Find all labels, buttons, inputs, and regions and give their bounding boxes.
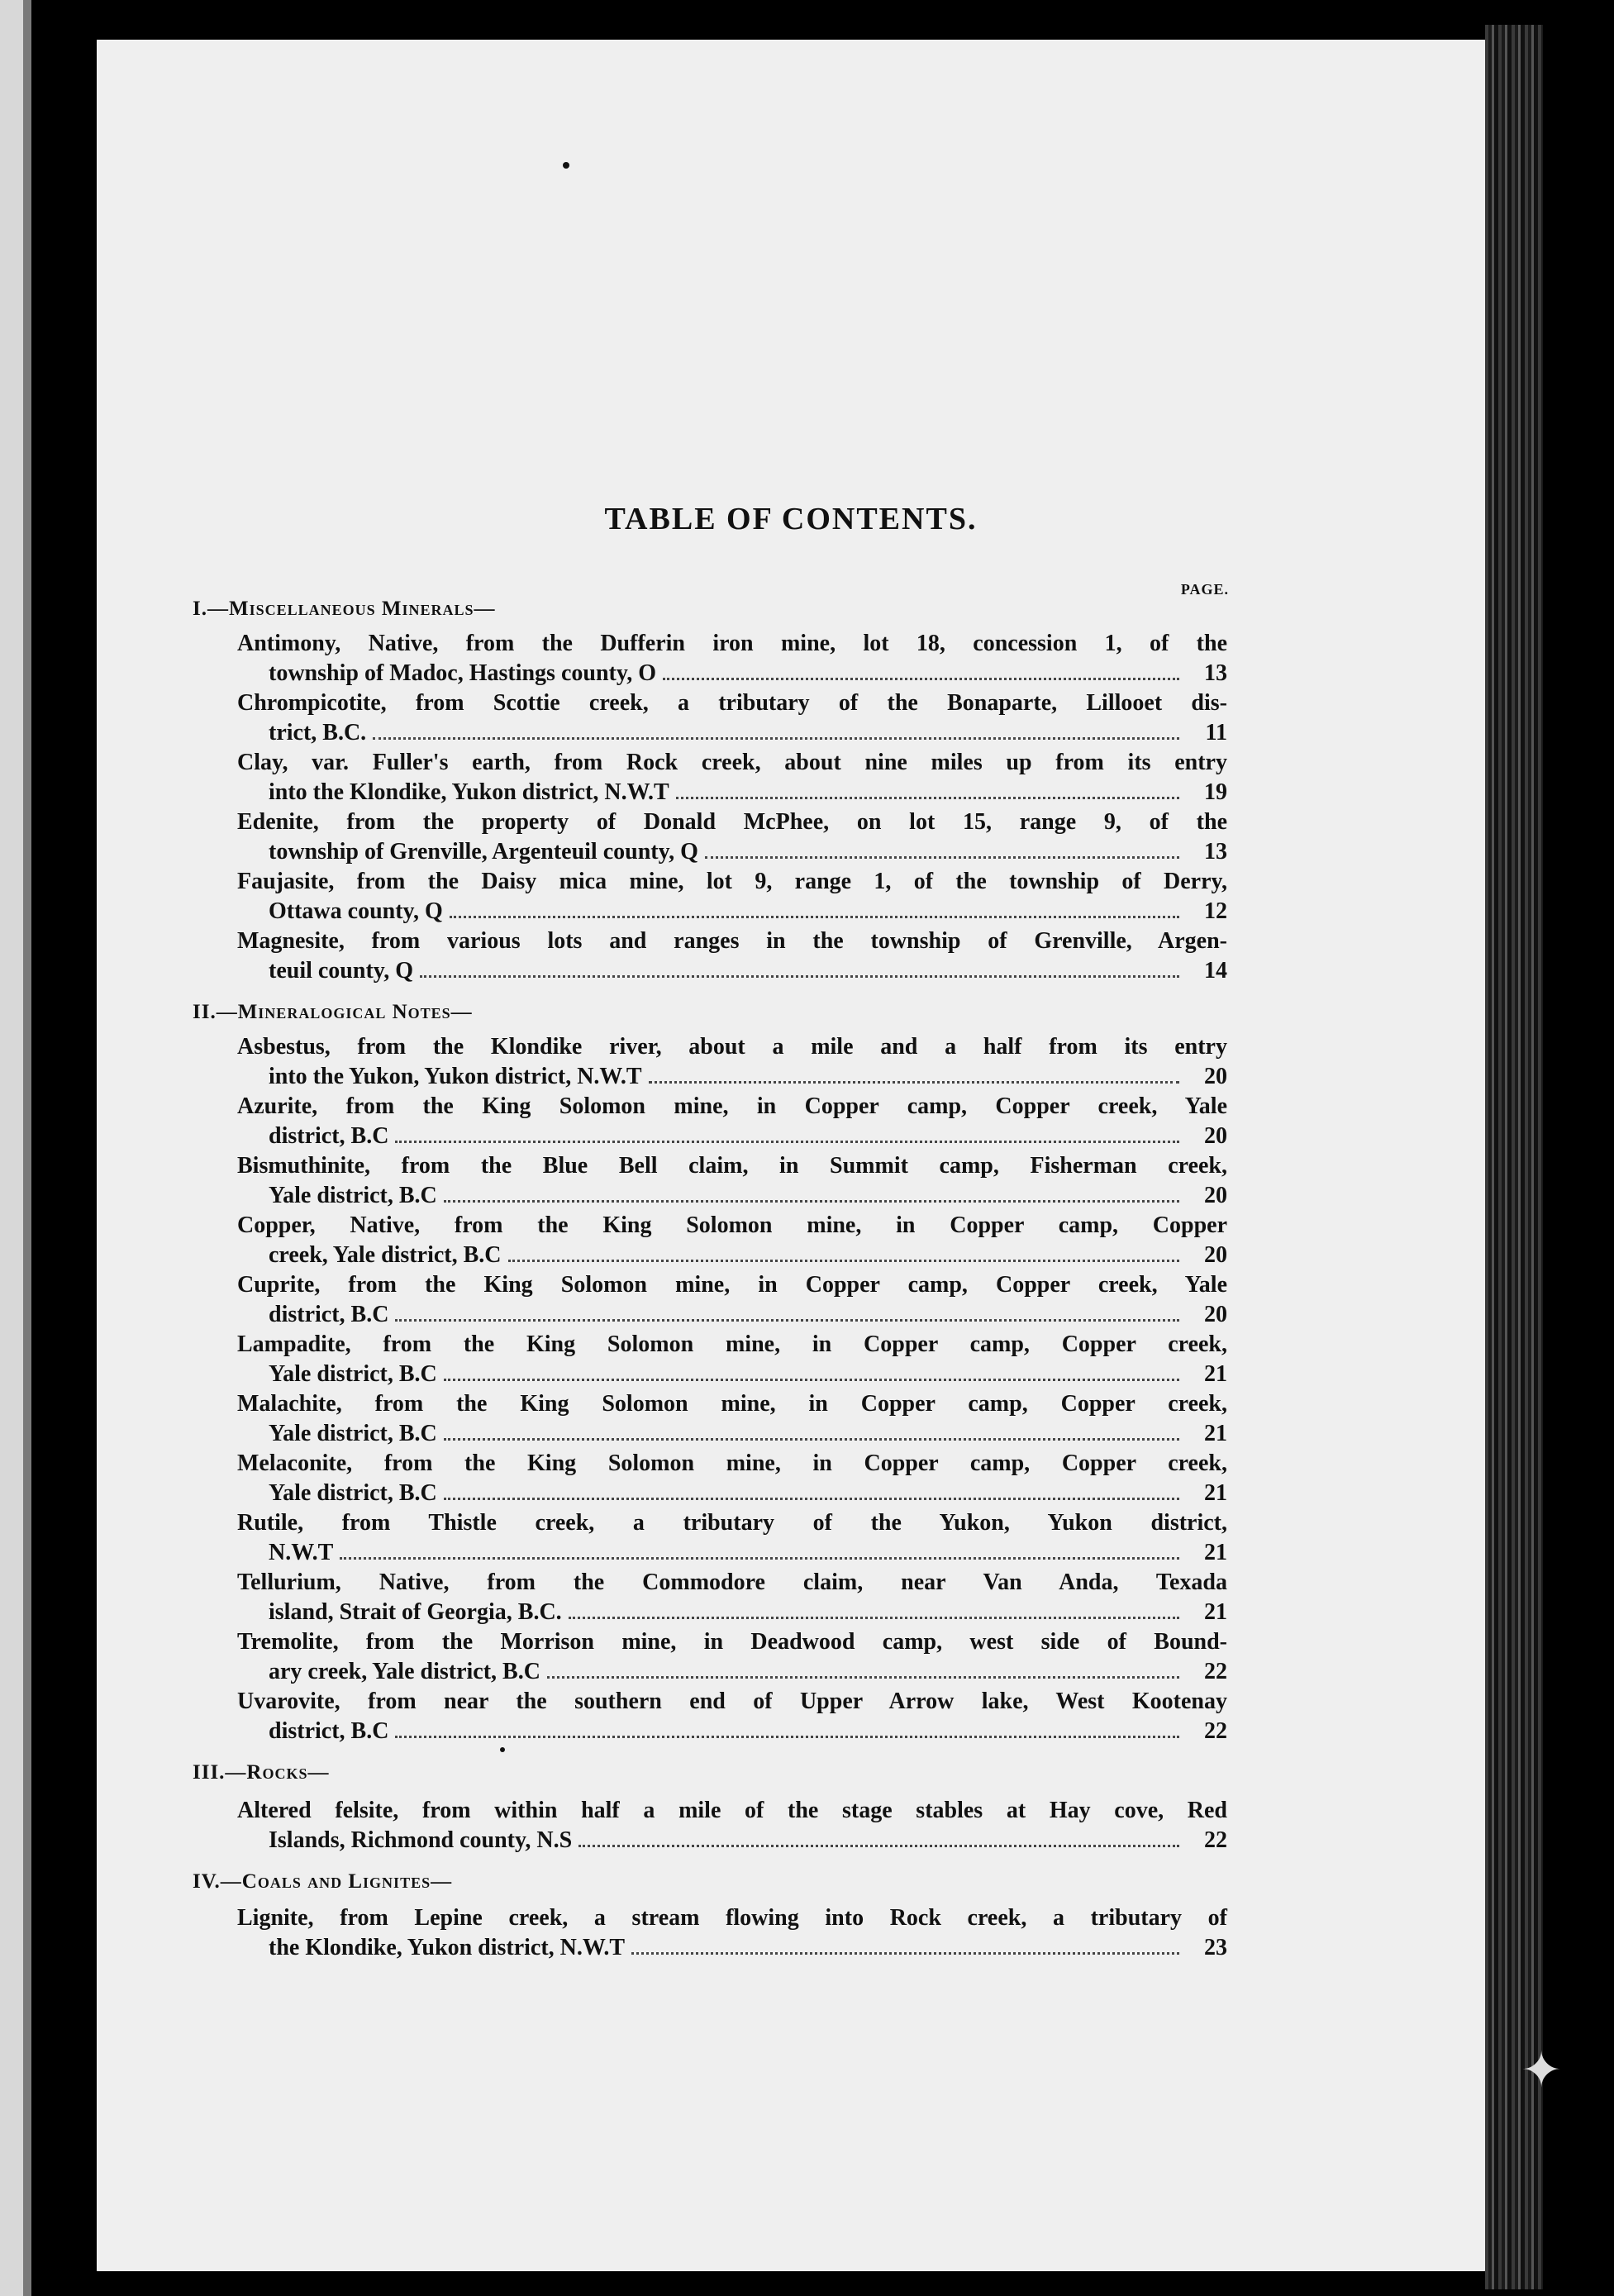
leader-dots	[444, 1419, 1179, 1441]
leader-dots	[663, 659, 1179, 680]
page-number: 13	[1204, 839, 1227, 865]
entry-line-1: Azurite, from the King Solomon mine, in Copper camp, Copper creek, Yale	[237, 1093, 1227, 1119]
page-number: 20	[1204, 1123, 1227, 1149]
toc-entry	[237, 748, 1227, 807]
entry-line-2: district, B.C	[269, 1123, 389, 1149]
entry-line-1: Antimony, Native, from the Dufferin iron mine, lot 18, concession 1, of the	[237, 631, 1227, 656]
entry-line-1: Tellurium, Native, from the Commodore claim, near Van Anda, Texada	[237, 1570, 1227, 1595]
entry-line-2: district, B.C	[269, 1302, 389, 1327]
page-number: 11	[1205, 720, 1227, 745]
entry-line-2: into the Yukon, Yukon district, N.W.T	[269, 1064, 642, 1089]
entry-line-2: district, B.C	[269, 1718, 389, 1744]
page-column-header: PAGE.	[1180, 581, 1229, 598]
facing-page-edge	[0, 0, 31, 2296]
toc-entry	[237, 1270, 1227, 1330]
entry-line-1: Rutile, from Thistle creek, a tributary of the Yukon, Yukon district,	[237, 1510, 1227, 1536]
leader-dots	[547, 1657, 1179, 1679]
entry-line-2: Ottawa county, Q	[269, 898, 443, 924]
leader-dots	[444, 1360, 1179, 1381]
leader-dots	[395, 1122, 1179, 1143]
page-number: 19	[1204, 779, 1227, 805]
page-number: 23	[1204, 1935, 1227, 1960]
page-number: 21	[1204, 1599, 1227, 1625]
leader-dots	[569, 1598, 1179, 1619]
entry-line-1: Bismuthinite, from the Blue Bell claim, in Summit camp, Fisherman creek,	[237, 1153, 1227, 1179]
page-number: 20	[1204, 1242, 1227, 1268]
entry-line-2: Yale district, B.C	[269, 1183, 437, 1208]
entry-line-1: Edenite, from the property of Donald McPhee, on lot 15, range 9, of the	[237, 809, 1227, 835]
entry-line-2: Yale district, B.C	[269, 1480, 437, 1506]
toc-entry	[237, 807, 1227, 867]
toc-entry	[237, 1796, 1227, 1855]
page-number: 20	[1204, 1183, 1227, 1208]
leader-dots	[578, 1826, 1179, 1847]
toc-entry	[237, 629, 1227, 688]
page-number: 21	[1204, 1361, 1227, 1387]
page-speck	[500, 1747, 505, 1752]
section-heading: II.—Mineralogical Notes—	[193, 1001, 473, 1023]
leader-dots	[676, 778, 1179, 799]
entry-line-1: Clay, var. Fuller's earth, from Rock creek, about nine miles up from its entry	[237, 750, 1227, 775]
entry-line-1: Cuprite, from the King Solomon mine, in Copper camp, Copper creek, Yale	[237, 1272, 1227, 1298]
toc-entry	[237, 1211, 1227, 1270]
entry-line-1: Faujasite, from the Daisy mica mine, lot 9, range 1, of the township of Derry,	[237, 869, 1227, 894]
toc-entry	[237, 1151, 1227, 1211]
page-number: 12	[1204, 898, 1227, 924]
page-title: TABLE OF CONTENTS.	[604, 502, 978, 536]
toc-entry	[237, 1568, 1227, 1627]
entry-line-1: Altered felsite, from within half a mile of the stage stables at Hay cove, Red	[237, 1798, 1227, 1823]
entry-line-1: Tremolite, from the Morrison mine, in Deadwood camp, west side of Bound-	[237, 1629, 1227, 1655]
leader-dots	[508, 1241, 1180, 1262]
page-speck	[563, 162, 569, 169]
entry-line-1: Magnesite, from various lots and ranges in the township of Grenville, Argen-	[237, 928, 1227, 954]
entry-line-2: island, Strait of Georgia, B.C.	[269, 1599, 562, 1625]
page-number: 14	[1204, 958, 1227, 984]
section-heading: IV.—Coals and Lignites—	[193, 1870, 453, 1893]
toc-entry	[237, 1389, 1227, 1449]
page-number: 13	[1204, 660, 1227, 686]
leader-dots	[373, 718, 1179, 740]
leader-dots	[395, 1300, 1179, 1322]
section-heading: I.—Miscellaneous Minerals—	[193, 598, 496, 620]
leader-dots	[420, 956, 1179, 978]
leader-dots	[705, 837, 1179, 859]
document-page	[97, 40, 1485, 2271]
entry-line-2: Yale district, B.C	[269, 1361, 437, 1387]
toc-entry	[237, 1092, 1227, 1151]
entry-line-1: Malachite, from the King Solomon mine, in Copper camp, Copper creek,	[237, 1391, 1227, 1417]
book-spine	[1485, 25, 1543, 2289]
entry-line-2: township of Grenville, Argenteuil county, Q	[269, 839, 698, 865]
entry-line-2: teuil county, Q	[269, 958, 414, 984]
leader-dots	[395, 1717, 1179, 1738]
entry-line-2: into the Klondike, Yukon district, N.W.T	[269, 779, 669, 805]
page-number: 22	[1204, 1659, 1227, 1684]
toc-entry	[237, 1508, 1227, 1568]
leader-dots	[649, 1062, 1179, 1084]
section-heading: III.—Rocks—	[193, 1761, 330, 1784]
toc-entry	[237, 1330, 1227, 1389]
entry-line-1: Chrompicotite, from Scottie creek, a tributary of the Bonaparte, Lillooet dis-	[237, 690, 1227, 716]
page-number: 21	[1204, 1421, 1227, 1446]
entry-line-2: trict, B.C.	[269, 720, 367, 745]
page-number: 20	[1204, 1064, 1227, 1089]
leader-dots	[444, 1479, 1179, 1500]
entry-line-1: Uvarovite, from near the southern end of Upper Arrow lake, West Kootenay	[237, 1689, 1227, 1714]
entry-line-2: the Klondike, Yukon district, N.W.T	[269, 1935, 625, 1960]
entry-line-2: township of Madoc, Hastings county, O	[269, 660, 657, 686]
toc-entry	[237, 926, 1227, 986]
entry-line-1: Asbestus, from the Klondike river, about a mile and a half from its entry	[237, 1034, 1227, 1060]
toc-entry	[237, 1449, 1227, 1508]
entry-line-1: Melaconite, from the King Solomon mine, in Copper camp, Copper creek,	[237, 1450, 1227, 1476]
entry-line-2: Islands, Richmond county, N.S	[269, 1827, 573, 1853]
toc-entry	[237, 1627, 1227, 1687]
entry-line-2: Yale district, B.C	[269, 1421, 437, 1446]
toc-entry	[237, 1687, 1227, 1746]
spine-marks: ✦	[1521, 2043, 1563, 2098]
entry-line-2: ary creek, Yale district, B.C	[269, 1659, 540, 1684]
entry-line-1: Lignite, from Lepine creek, a stream flowing into Rock creek, a tributary of	[237, 1905, 1227, 1931]
leader-dots	[631, 1933, 1179, 1955]
entry-line-1: Lampadite, from the King Solomon mine, in Copper camp, Copper creek,	[237, 1331, 1227, 1357]
page-number: 22	[1204, 1718, 1227, 1744]
page-number: 20	[1204, 1302, 1227, 1327]
page-number: 21	[1204, 1480, 1227, 1506]
entry-line-1: Copper, Native, from the King Solomon mine, in Copper camp, Copper	[237, 1212, 1227, 1238]
page-number: 21	[1204, 1540, 1227, 1565]
page-number: 22	[1204, 1827, 1227, 1853]
toc-entry	[237, 688, 1227, 748]
leader-dots	[340, 1538, 1179, 1560]
toc-entry	[237, 1032, 1227, 1092]
toc-entry	[237, 867, 1227, 926]
leader-dots	[450, 897, 1179, 918]
entry-line-2: creek, Yale district, B.C	[269, 1242, 502, 1268]
toc-entry	[237, 1903, 1227, 1963]
entry-line-2: N.W.T	[269, 1540, 334, 1565]
leader-dots	[444, 1181, 1179, 1203]
